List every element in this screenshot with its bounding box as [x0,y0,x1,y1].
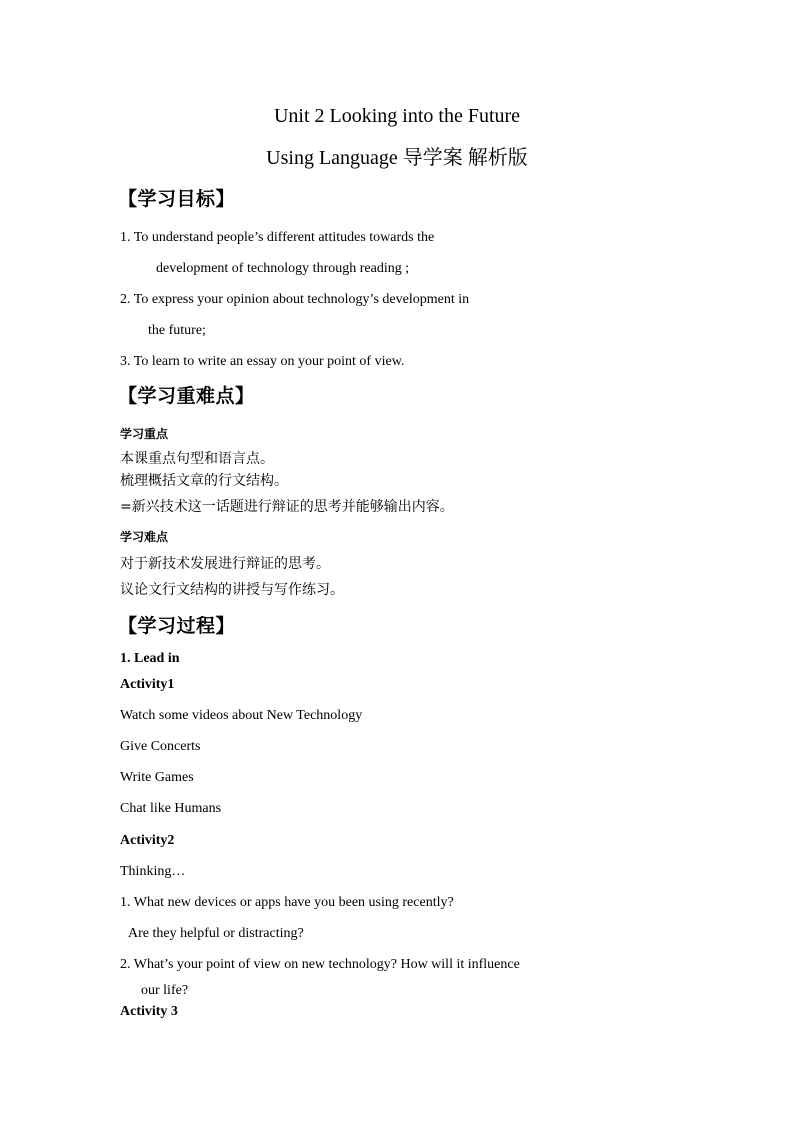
question-1-line-2: Are they helpful or distracting? [128,926,304,941]
question-2-line-2: our life? [141,983,189,998]
activity-1-item-4: Chat like Humans [120,801,222,816]
objective-2-line-1: 2. To express your opinion about technology’s development in [120,292,470,307]
difficulty-item-2: 议论文行文结构的讲授与写作练习。 [120,582,344,598]
objective-1-line-1: 1. To understand people’s different attitudes towards the [120,230,435,245]
focus-item-1: 本课重点句型和语言点。 [120,451,274,467]
difficulty-label: 学习难点 [120,530,169,544]
difficulty-item-1: 对于新技术发展进行辩证的思考。 [120,556,330,572]
lead-in-heading: 1. Lead in [120,651,180,666]
activity-1-item-1: Watch some videos about New Technology [120,708,363,723]
section-heading-key-points: 【学习重难点】 [118,385,255,407]
question-2-line-1: 2. What’s your point of view on new technology? How will it influence [120,957,520,972]
focus-item-3: =新兴技术这一话题进行辩证的思考并能够输出内容。 [120,499,454,515]
focus-item-2: 梳理概括文章的行文结构。 [120,473,288,489]
activity-1-item-3: Write Games [120,770,194,785]
objective-3: 3. To learn to write an essay on your point of view. [120,354,405,369]
document-subtitle: Using Language 导学案 解析版 [266,147,528,169]
document-title: Unit 2 Looking into the Future [273,105,521,127]
section-heading-process: 【学习过程】 [118,615,236,637]
activity-2-label: Activity2 [120,833,175,848]
thinking-prompt: Thinking… [120,864,186,879]
section-heading-objectives: 【学习目标】 [118,188,236,210]
activity-1-item-2: Give Concerts [120,739,201,754]
activity-3-label: Activity 3 [120,1004,178,1019]
question-1-line-1: 1. What new devices or apps have you been using recently? [120,895,454,910]
objective-2-line-2: the future; [148,323,206,338]
activity-1-label: Activity1 [120,677,175,692]
objective-1-line-2: development of technology through reading ; [156,261,410,276]
focus-label: 学习重点 [120,427,169,441]
